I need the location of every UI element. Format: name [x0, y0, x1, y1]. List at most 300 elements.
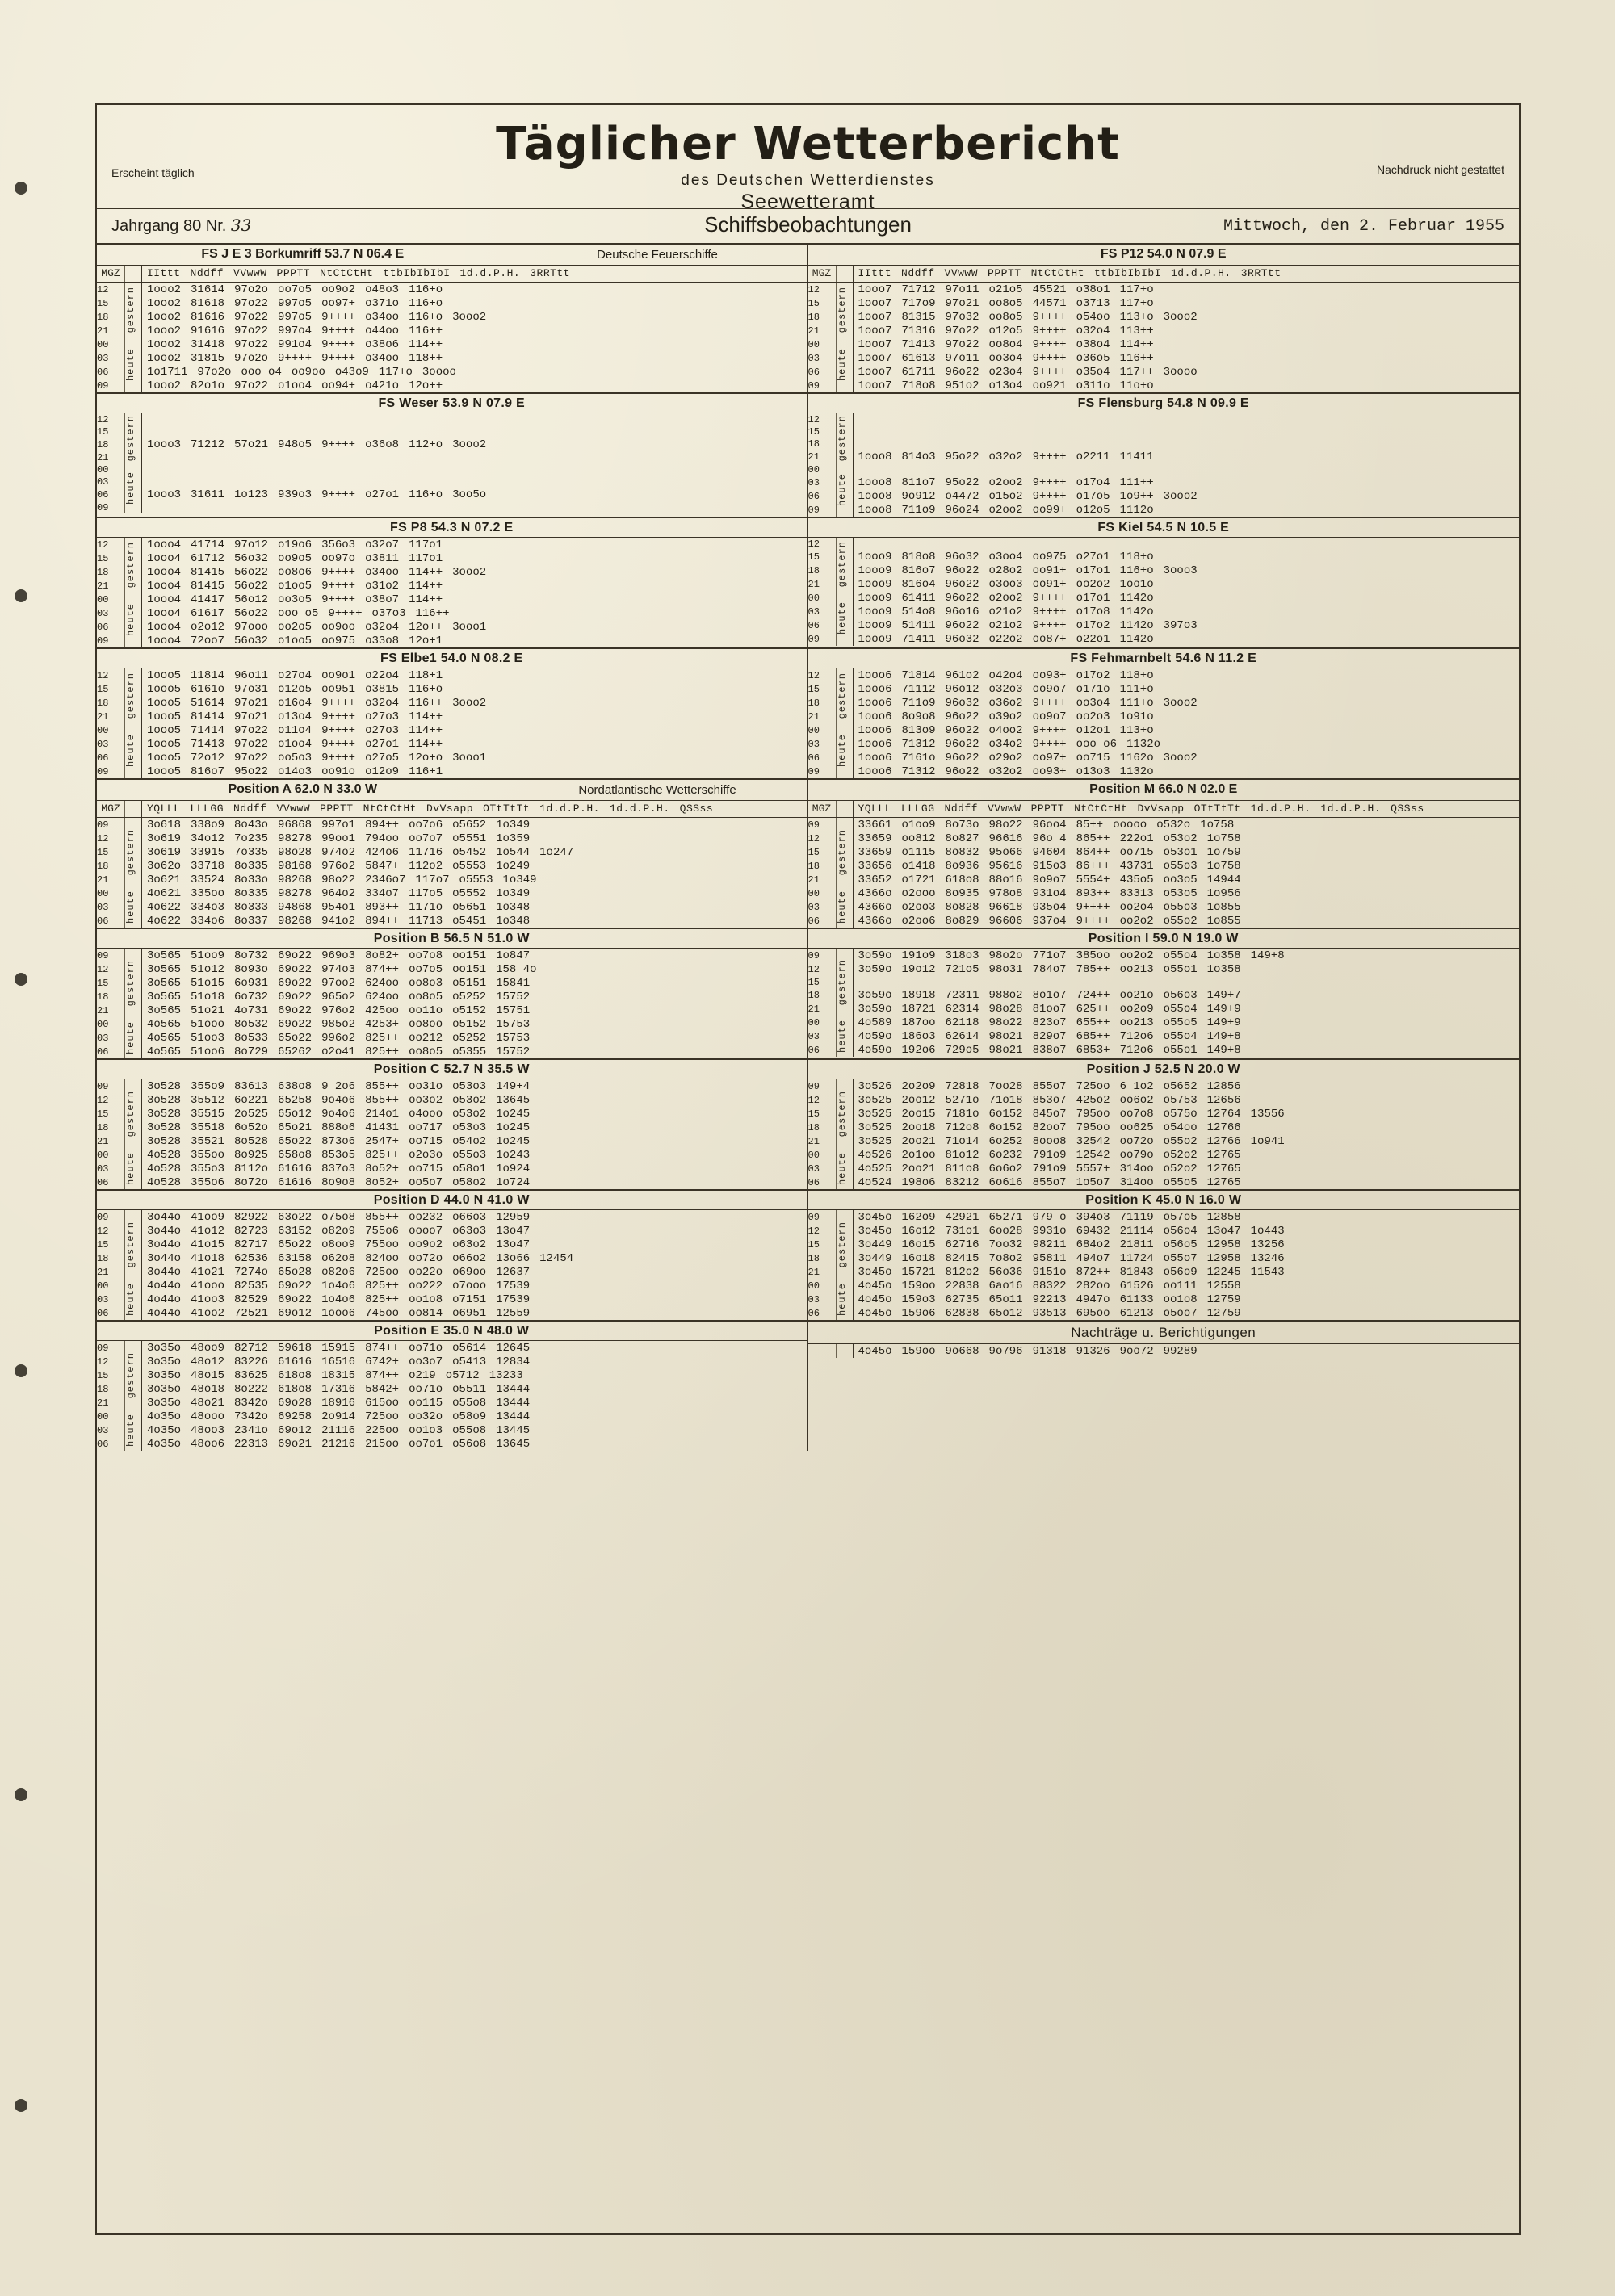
observation-groups: 1ooo8 9o912 o4472 o15o2 9++++ o17o5 1o9++ 3ooo2 [858, 489, 1198, 503]
observation-groups: 3o35o 48o21 8342o 69o28 18916 615oo oo115 o55o8 13444 [147, 1396, 531, 1410]
observation-row [97, 1210, 807, 1224]
observation-table [808, 1079, 1520, 1189]
observation-hour: 06 [808, 1306, 837, 1320]
station-column-pos-j [808, 1060, 1520, 1189]
station-title: Position E 35.0 N 48.0 W [97, 1322, 807, 1341]
observation-row [97, 296, 807, 310]
observation-groups: 3o35o 48o15 83625 618o8 18315 874++ o219 o5712 13233 [147, 1368, 523, 1382]
observation-row [97, 696, 807, 710]
observation-hour: 03 [808, 1293, 837, 1306]
section-right [808, 780, 1520, 800]
observation-hour: 21 [97, 873, 125, 886]
observation-groups: 3o45o 15721 812o2 56o36 9151o 872++ 81843 o56o9 12245 11543 [858, 1265, 1285, 1279]
station-title: FS J E 3 Borkumriff 53.7 N 06.4 E [201, 247, 405, 261]
observation-table [97, 1079, 807, 1189]
observation-hour: 00 [808, 591, 837, 605]
observation-row [808, 337, 1520, 351]
station-column-kiel [808, 518, 1520, 647]
station-column-p12 [808, 266, 1520, 392]
observation-row [97, 751, 807, 765]
observation-hour: 03 [97, 900, 125, 914]
table-header-row [97, 801, 807, 818]
observation-hour: 12 [97, 538, 125, 551]
observation-band [97, 518, 1519, 649]
observation-row [808, 503, 1520, 517]
observation-groups: 4o44o 41oo3 82529 69o22 1o4o6 825++ oo1o8 o7151 17539 [147, 1293, 531, 1306]
observation-hour: 21 [97, 1396, 125, 1410]
observation-row [808, 324, 1520, 337]
observation-row [808, 1306, 1520, 1320]
observation-hour: 00 [808, 1148, 837, 1162]
observation-row [97, 1031, 807, 1045]
observation-row [808, 1162, 1520, 1175]
observation-row [97, 501, 807, 513]
observation-groups [142, 476, 807, 488]
observation-table [808, 266, 1520, 392]
day-label: gestern [836, 1210, 853, 1279]
observation-groups: 1ooo6 71112 96o12 o32o3 oo9o7 o171o 111+o [858, 682, 1154, 696]
observation-row [97, 1148, 807, 1162]
observation-groups: 1ooo6 71814 961o2 o42o4 oo93+ o17o2 118+o [858, 668, 1154, 682]
observation-groups [853, 463, 1519, 476]
observation-row [808, 463, 1520, 476]
station-title: Position K 45.0 N 16.0 W [808, 1191, 1520, 1210]
observation-groups: 1ooo5 11814 96o11 o27o4 oo9o1 o22o4 118+1 [147, 668, 443, 682]
observation-hour: 06 [808, 489, 837, 503]
observation-hour: 06 [97, 914, 125, 928]
observation-hour: 12 [97, 1355, 125, 1368]
day-label: heute [125, 1279, 142, 1320]
observation-groups: 1ooo4 o2o12 97ooo oo2o5 oo9oo o32o4 12o++ 3ooo1 [147, 620, 487, 634]
station-column-pos-k [808, 1191, 1520, 1320]
observation-row [97, 1238, 807, 1251]
observation-groups: 4o565 51oo6 8o729 65262 o2o41 825++ oo8o5 o5355 15752 [147, 1045, 531, 1058]
observation-hour: 06 [97, 1045, 125, 1058]
observation-hour: 12 [97, 832, 125, 845]
observation-row [808, 1121, 1520, 1134]
observation-table [808, 1210, 1520, 1320]
observation-hour: 03 [808, 737, 837, 751]
day-label: gestern [836, 818, 853, 887]
observation-hour: 18 [808, 859, 837, 873]
observation-row [97, 668, 807, 682]
station-title: Position M 66.0 N 02.0 E [1089, 782, 1238, 796]
observation-groups: 1ooo4 81415 56o22 o1oo5 9++++ o31o2 114++ [147, 579, 443, 593]
volume-label: Jahrgang 80 Nr. [111, 217, 227, 235]
observation-hour: 18 [97, 990, 125, 1003]
observation-row [97, 488, 807, 501]
observation-groups: 3o565 51o15 6o931 69o22 97oo2 624oo oo8o3 o5151 15841 [147, 976, 531, 990]
observation-groups: 1ooo2 82o1o 97o22 o1oo4 oo94+ o421o 12o++ [147, 379, 443, 392]
observation-row [808, 845, 1520, 859]
observation-row [808, 564, 1520, 577]
observation-row [97, 818, 807, 832]
report-type: Schiffsbeobachtungen [704, 212, 912, 237]
observation-hour: 06 [97, 620, 125, 634]
observation-groups [853, 438, 1519, 450]
day-label: gestern [836, 538, 853, 591]
observation-table [97, 1341, 807, 1451]
observation-band [97, 649, 1519, 780]
observation-hour: 15 [97, 976, 125, 990]
punch-hole [15, 973, 27, 986]
observation-table [808, 1344, 1520, 1358]
observation-row [97, 765, 807, 778]
observation-groups: 4366o o2ooo 8o935 978o8 931o4 893++ 83313 o53o5 1o956 [858, 886, 1241, 900]
observation-groups: 4o524 198o6 83212 6o616 855o7 1o5o7 314oo o55o5 12765 [858, 1175, 1241, 1189]
observation-groups [142, 425, 807, 438]
day-label: heute [125, 593, 142, 647]
observation-groups: 1ooo7 71413 97o22 oo8o4 9++++ o38o4 114++ [858, 337, 1154, 351]
day-label: heute [125, 1148, 142, 1189]
station-column-weser [97, 394, 808, 517]
observation-hour: 15 [808, 550, 837, 564]
observation-groups: 4o565 51oo3 8o533 65o22 996o2 825++ oo212 o5252 15753 [147, 1031, 531, 1045]
observation-groups [853, 425, 1519, 438]
observation-row [808, 1029, 1520, 1043]
observation-groups: 4o44o 41oo2 72521 69o12 1ooo6 745oo oo814 o6951 12559 [147, 1306, 531, 1320]
observation-hour: 21 [808, 450, 837, 463]
day-label: gestern [836, 1079, 853, 1148]
observation-table [808, 413, 1520, 517]
observation-groups: 1ooo7 81315 97o32 oo8o5 9++++ o54oo 113+o 3ooo2 [858, 310, 1198, 324]
observation-groups: 1ooo5 816o7 95o22 o14o3 oo91o o12o9 116+1 [147, 765, 443, 778]
observation-groups: 1ooo3 71212 57o21 948o5 9++++ o36o8 112+o 3ooo2 [147, 438, 487, 451]
observation-hour: 03 [97, 476, 125, 488]
observation-row [808, 886, 1520, 900]
observation-row [97, 949, 807, 962]
observation-hour: 21 [97, 324, 125, 337]
observation-row [97, 1423, 807, 1437]
day-label: heute [836, 723, 853, 778]
observation-groups: 1ooo4 61712 56o32 oo9o5 oo97o o3811 117o1 [147, 551, 443, 565]
observation-row [97, 1368, 807, 1382]
observation-row [808, 1175, 1520, 1189]
observation-hour: 09 [808, 503, 837, 517]
observation-row [97, 886, 807, 900]
observation-hour: 21 [808, 1002, 837, 1016]
observation-groups: 3o619 33915 7o335 98o28 974o2 424o6 11716 o5452 1o544 1o247 [147, 845, 574, 859]
day-label: heute [125, 463, 142, 513]
observation-hour: 12 [97, 1224, 125, 1238]
observation-row [97, 976, 807, 990]
observation-groups: 4o45o 159oo 22838 6ao16 88322 282oo 61526 oo111 12558 [858, 1279, 1241, 1293]
observation-groups: 3o526 2o2o9 72818 7oo28 855o7 725oo 6 1o2 o5652 12856 [858, 1079, 1241, 1093]
observation-hour: 03 [97, 1293, 125, 1306]
observation-groups: 4o45o 159o6 62838 65o12 93513 695oo 61213 o5oo7 12759 [858, 1306, 1241, 1320]
observation-groups: 3o44o 41o21 7274o 65o28 o82o6 725oo oo22o o69oo 12637 [147, 1265, 531, 1279]
observation-hour: 09 [97, 634, 125, 647]
observation-row [97, 914, 807, 928]
observation-hour: 18 [808, 1121, 837, 1134]
observation-hour: 06 [97, 365, 125, 379]
observation-groups: 1ooo6 711o9 96o32 o36o2 9++++ oo3o4 111+o 3ooo2 [858, 696, 1198, 710]
observation-band [97, 266, 1519, 394]
observation-table [97, 266, 807, 392]
observation-row [97, 1107, 807, 1121]
corrections-title: Nachträge u. Berichtigungen [808, 1322, 1520, 1344]
observation-groups: 4o525 2oo21 811o8 6o6o2 791o9 5557+ 314oo o52o2 12765 [858, 1162, 1241, 1175]
observation-groups: 4o589 187oo 62118 98o22 823o7 655++ oo213 o55o5 149+9 [858, 1016, 1241, 1029]
day-label: heute [836, 463, 853, 517]
observation-hour: 15 [97, 682, 125, 696]
observation-hour: 12 [808, 832, 837, 845]
observation-row [97, 283, 807, 297]
observation-groups: 3o59o 18721 62314 98o28 81oo7 625++ oo2o9 o55o4 149+9 [858, 1002, 1241, 1016]
observation-hour: 00 [808, 1016, 837, 1029]
observation-hour: 12 [97, 962, 125, 976]
observation-row [97, 1396, 807, 1410]
observation-table [97, 1210, 807, 1320]
observation-hour: 21 [97, 579, 125, 593]
observation-row [97, 1121, 807, 1134]
observation-row [97, 1224, 807, 1238]
observation-row [808, 859, 1520, 873]
observation-hour: 12 [97, 668, 125, 682]
observation-groups: 4366o o2oo3 8o828 96618 935o4 9++++ oo2o4 o55o3 1o855 [858, 900, 1241, 914]
observation-row [97, 413, 807, 425]
observation-groups: 3o528 35521 8o528 65o22 873o6 2547+ oo715 o54o2 1o245 [147, 1134, 531, 1148]
day-label: gestern [125, 1210, 142, 1279]
observation-groups: 1ooo6 71312 96o22 o32o2 oo93+ o13o3 1132o [858, 765, 1154, 778]
observation-groups [142, 463, 807, 476]
punch-hole [15, 589, 27, 602]
station-column-elbe1 [97, 649, 808, 778]
observation-groups: 3o44o 41o12 82723 63152 o82o9 755o6 oooo7 o63o3 13o47 [147, 1224, 531, 1238]
observation-hour: 00 [808, 337, 837, 351]
observation-groups: 1ooo8 814o3 95o22 o32o2 9++++ o2211 11411 [858, 450, 1154, 463]
observation-hour: 00 [97, 463, 125, 476]
observation-hour: 09 [808, 765, 837, 778]
observation-groups: 3o528 35512 6o221 65258 9o4o6 855++ oo3o2 o53o2 13645 [147, 1093, 531, 1107]
station-column-fehmarnbelt [808, 649, 1520, 778]
section-label: Nordatlantische Wetterschiffe [578, 783, 736, 797]
observation-groups: 4o528 355oo 8o925 658o8 853o5 825++ o2o3o o55o3 1o243 [147, 1148, 531, 1162]
header-codes: IIttt Nddff VVwwW PPPTT NtCtCtHt ttbIbIbIbI 1d.d.P.H. 3RRTtt [853, 266, 1519, 283]
observation-row [808, 1279, 1520, 1293]
observation-groups: 3o59o 18918 72311 988o2 8o1o7 724++ oo21o o56o3 149+7 [858, 988, 1241, 1002]
observation-hour: 15 [97, 425, 125, 438]
observation-groups: 3o35o 48o12 83226 61616 16516 6742+ oo3o7 o5413 12834 [147, 1355, 531, 1368]
observation-groups: 3o618 338o9 8o43o 96868 997o1 894++ oo7o6 o5652 1o349 [147, 818, 531, 832]
observation-groups: 1ooo5 51614 97o21 o16o4 9++++ o32o4 116++ 3ooo2 [147, 696, 487, 710]
observation-hour: 12 [808, 538, 837, 550]
observation-groups: 1ooo7 61613 97o11 oo3o4 9++++ o36o5 116++ [858, 351, 1154, 365]
observation-hour: 21 [97, 710, 125, 723]
observation-hour: 12 [97, 1093, 125, 1107]
observation-groups: 1ooo9 61411 96o22 o2oo2 9++++ o17o1 1142o [858, 591, 1154, 605]
observation-row [97, 351, 807, 365]
station-column-pos-c [97, 1060, 808, 1189]
observation-row [97, 438, 807, 451]
observation-groups: 1o1711 97o2o ooo o4 oo9oo o43o9 117+o 3oooo [147, 365, 456, 379]
observation-row [97, 1003, 807, 1017]
observation-row [808, 1148, 1520, 1162]
observation-groups [142, 413, 807, 425]
observation-row [808, 1238, 1520, 1251]
observation-groups: 3o565 51o12 8o93o 69o22 974o3 874++ oo7o5 oo151 158 4o [147, 962, 537, 976]
observation-row [808, 476, 1520, 489]
observation-row [97, 1279, 807, 1293]
report-sheet [95, 103, 1521, 2235]
observation-hour: 15 [97, 1107, 125, 1121]
header-mgz: MGZ [97, 266, 125, 283]
observation-hour: 03 [808, 476, 837, 489]
observation-row [808, 1093, 1520, 1107]
observation-groups: 3o619 34o12 7o235 98278 99oo1 794oo oo7o7 o5551 1o359 [147, 832, 531, 845]
observation-hour: 06 [97, 1175, 125, 1189]
observation-hour: 21 [97, 1003, 125, 1017]
observation-row [808, 949, 1520, 962]
station-title: Position D 44.0 N 41.0 W [97, 1191, 807, 1210]
header-day [125, 266, 142, 283]
observation-row [97, 606, 807, 620]
info-bar [97, 209, 1519, 245]
observation-hour: 09 [808, 632, 837, 646]
station-column-pos-i [808, 929, 1520, 1058]
observation-hour: 18 [97, 1251, 125, 1265]
observation-hour: 21 [808, 577, 837, 591]
observation-row [808, 914, 1520, 928]
observation-row [808, 668, 1520, 682]
observation-groups [853, 538, 1519, 550]
station-title: FS Flensburg 54.8 N 09.9 E [808, 394, 1520, 413]
day-label: gestern [125, 818, 142, 887]
observation-band [97, 394, 1519, 518]
header-day [125, 801, 142, 818]
observation-groups: 1ooo7 71712 97o11 o21o5 45521 o38o1 117+o [858, 283, 1154, 296]
station-column-pos-a [97, 801, 808, 928]
observation-groups: 3o59o 191o9 318o3 98o2o 771o7 385oo oo2o2 o55o4 1o358 149+8 [858, 949, 1285, 962]
office-name: Seewetteramt [740, 191, 875, 213]
observation-row [97, 1162, 807, 1175]
observation-hour: 06 [97, 1437, 125, 1451]
observation-hour: 12 [808, 283, 837, 297]
masthead [97, 105, 1519, 213]
observation-row [97, 1293, 807, 1306]
observation-row [97, 832, 807, 845]
observation-hour: 18 [808, 988, 837, 1002]
observation-hour: 09 [97, 818, 125, 832]
observation-groups: 3o449 16o18 82415 7o8o2 95811 494o7 11724 o55o7 12958 13246 [858, 1251, 1285, 1265]
observation-row [808, 591, 1520, 605]
observation-row [97, 620, 807, 634]
observation-hour: 06 [97, 751, 125, 765]
observation-hour: 09 [808, 1210, 837, 1224]
observation-row [97, 463, 807, 476]
observation-groups: 1ooo9 816o4 96o22 o3oo3 oo91+ oo2o2 1oo1o [858, 577, 1154, 591]
correction-row [808, 1344, 1520, 1358]
observation-groups: 1ooo2 31614 97o2o oo7o5 oo9o2 o48o3 116+o [147, 283, 443, 296]
observation-groups: 1ooo6 813o9 96o22 o4oo2 9++++ o12o1 113+o [858, 723, 1154, 737]
observation-row [808, 873, 1520, 886]
observation-groups [853, 413, 1519, 425]
observation-hour: 03 [808, 351, 837, 365]
observation-hour: 15 [808, 425, 837, 438]
header-codes: IIttt Nddff VVwwW PPPTT NtCtCtHt ttbIbIbIbI 1d.d.P.H. 3RRTtt [142, 266, 807, 283]
day-label: heute [836, 1016, 853, 1057]
observation-hour: 09 [808, 379, 837, 392]
station-title: FS P8 54.3 N 07.2 E [97, 518, 807, 538]
observation-groups: 3o44o 41o18 62536 63158 o62o8 824oo oo72o o66o2 13o66 12454 [147, 1251, 574, 1265]
observation-hour: 12 [97, 413, 125, 425]
observation-hour: 06 [808, 618, 837, 632]
observation-hour: 00 [97, 1148, 125, 1162]
observation-row [808, 577, 1520, 591]
observation-row [97, 1079, 807, 1093]
observation-groups: 1ooo4 81415 56o22 oo8o6 9++++ o34oo 114++ 3ooo2 [147, 565, 487, 579]
observation-hour: 15 [97, 1368, 125, 1382]
observation-groups: 4o35o 48oo3 2341o 69o12 21116 225oo oo1o3 o55o8 13445 [147, 1423, 531, 1437]
report-date: Mittwoch, den 2. Februar 1955 [1223, 217, 1504, 236]
observation-hour: 21 [808, 1265, 837, 1279]
observation-hour: 15 [97, 296, 125, 310]
observation-groups: 1ooo5 6161o 97o31 o12o5 oo951 o3815 116+o [147, 682, 443, 696]
observation-groups: 4o565 51ooo 8o532 69o22 985o2 4253+ oo8oo o5152 15753 [147, 1017, 531, 1031]
observation-hour: 09 [808, 949, 837, 962]
section-label: Deutsche Feuerschiffe [597, 248, 718, 262]
observation-band [97, 929, 1519, 1060]
station-title: FS Fehmarnbelt 54.6 N 11.2 E [808, 649, 1520, 668]
observation-groups: 4o59o 192o6 729o5 98o21 838o7 6853+ 712o6 o55o1 149+8 [858, 1043, 1241, 1057]
observation-groups: 4o35o 48ooo 7342o 69258 2o914 725oo oo32o o58o9 13444 [147, 1410, 531, 1423]
observation-row [97, 379, 807, 392]
observation-groups: 3o621 33524 8o33o 98268 98o22 2346o7 117o7 o5553 1o349 [147, 873, 537, 886]
observation-row [808, 751, 1520, 765]
observation-groups: 3o525 2oo18 712o8 6o152 82oo7 795oo oo625 o54oo 12766 [858, 1121, 1241, 1134]
observation-row [808, 765, 1520, 778]
observation-hour: 09 [97, 1079, 125, 1093]
day-label: gestern [125, 1341, 142, 1410]
observation-hour: 09 [808, 818, 837, 832]
day-label: heute [125, 723, 142, 778]
observation-hour: 12 [97, 283, 125, 297]
observation-row [97, 710, 807, 723]
observation-row [808, 632, 1520, 646]
observation-groups: 4o44o 41ooo 82535 69o22 1o4o6 825++ oo222 o7ooo 17539 [147, 1279, 531, 1293]
observation-hour: 18 [97, 438, 125, 451]
observation-row [97, 1382, 807, 1396]
observation-groups: 3o45o 162o9 42921 65271 979 o 394o3 71119 o57o5 12858 [858, 1210, 1241, 1224]
observation-row [97, 723, 807, 737]
punch-hole [15, 2099, 27, 2112]
observation-hour: 06 [808, 1175, 837, 1189]
observation-table [97, 668, 807, 778]
observation-table [808, 668, 1520, 778]
observation-band [97, 1060, 1519, 1191]
observation-row [97, 337, 807, 351]
observation-groups: 1ooo8 811o7 95o22 o2oo2 9++++ o17o4 111++ [858, 476, 1154, 489]
observation-row [808, 605, 1520, 618]
observation-groups: 1ooo5 71414 97o22 o11o4 9++++ o27o3 114++ [147, 723, 443, 737]
observation-row [97, 310, 807, 324]
observation-groups: 3o525 2oo12 5271o 71o18 853o7 425o2 oo6o2 o5753 12656 [858, 1093, 1241, 1107]
observation-hour: 06 [97, 1306, 125, 1320]
observation-groups: 3o528 35515 2o525 65o12 9o4o6 214o1 o4ooo o53o2 1o245 [147, 1107, 531, 1121]
observation-hour: 09 [97, 765, 125, 778]
observation-row [97, 1134, 807, 1148]
observation-row [808, 351, 1520, 365]
section-strip [97, 780, 1519, 801]
observation-hour: 21 [808, 710, 837, 723]
observation-table [97, 949, 807, 1058]
observation-hour: 12 [808, 1224, 837, 1238]
observation-row [808, 379, 1520, 392]
observation-groups: 1ooo6 8o9o8 96o22 o39o2 oo9o7 oo2o3 1o91o [858, 710, 1154, 723]
observation-row [808, 976, 1520, 988]
station-column-pos-m [808, 801, 1520, 928]
observation-hour: 06 [808, 914, 837, 928]
